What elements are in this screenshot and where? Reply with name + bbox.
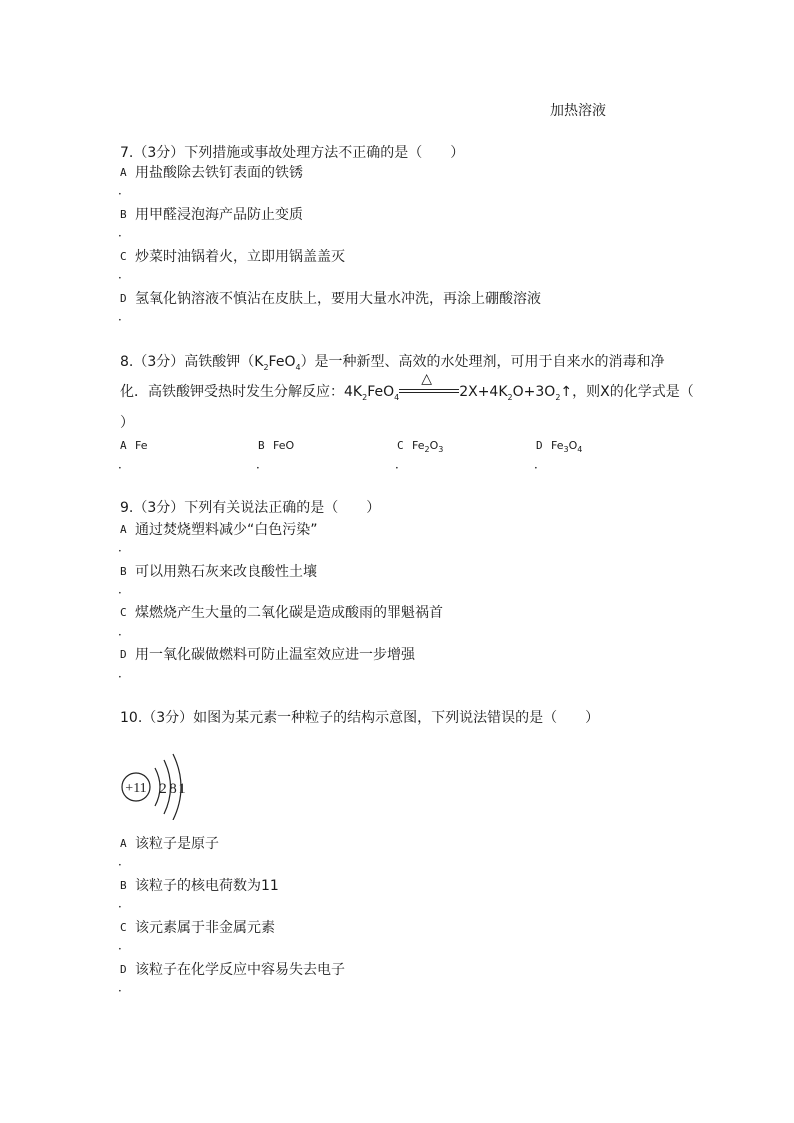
text: ↑，则X的化学式是（ [560, 384, 694, 400]
text: 2X+4K [459, 384, 508, 400]
question-8-line-1 [120, 351, 665, 372]
equals-line [399, 389, 459, 390]
option-letter: D [120, 292, 127, 305]
subscript: 2 [424, 445, 430, 455]
option-letter: C [397, 439, 404, 452]
shell-electron-count: 1 [178, 781, 186, 797]
option-text: 该粒子在化学反应中容易失去电子 [135, 962, 345, 978]
option-dot: ． [534, 457, 547, 471]
option-letter: B [258, 439, 265, 452]
reaction-arrow [399, 371, 459, 397]
subscript: 2 [555, 392, 561, 402]
option-letter: B [120, 879, 127, 892]
text: 8.（3分）高铁酸钾（K [120, 354, 264, 370]
option-text: 用甲醛浸泡海产品防止变质 [135, 207, 303, 223]
option-text: 用一氧化碳做燃料可防止温室效应进一步增强 [135, 647, 415, 663]
subscript: 4 [394, 392, 400, 402]
option-letter: A [120, 837, 127, 850]
option-text: 通过焚烧塑料减少“白色污染” [135, 522, 318, 538]
option-dot: ． [118, 938, 131, 952]
option-text: 该粒子的核电荷数为11 [135, 878, 279, 894]
text: O [429, 439, 439, 452]
option-text [412, 439, 443, 454]
option-text: 用盐酸除去铁钉表面的铁锈 [135, 165, 303, 181]
option-dot: ． [118, 457, 131, 471]
option-dot: ． [118, 540, 131, 554]
top-fragment-text: 加热溶液 [550, 103, 606, 119]
subscript: 4 [577, 445, 583, 455]
option-dot: ． [118, 309, 131, 323]
option-dot: ． [118, 980, 131, 994]
option-text: 可以用熟石灰来改良酸性土壤 [135, 564, 317, 580]
option-dot: ． [118, 854, 131, 868]
question-10-stem: 10.（3分）如图为某元素一种粒子的结构示意图，下列说法错误的是（ ） [120, 710, 600, 726]
option-dot: ． [118, 666, 131, 680]
option-dot: ． [118, 624, 131, 638]
nucleus-charge: +11 [125, 781, 147, 796]
option-dot: ． [118, 225, 131, 239]
text: FeO [268, 354, 296, 370]
question-7-stem: 7.（3分）下列措施或事故处理方法不正确的是（ ） [120, 145, 465, 161]
question-8-line-2 [120, 371, 694, 402]
question-9-stem: 9.（3分）下列有关说法正确的是（ ） [120, 500, 381, 516]
option-text: Fe [135, 439, 148, 452]
option-letter: D [536, 439, 543, 452]
subscript: 2 [507, 392, 513, 402]
option-text: 氢氧化钠溶液不慎沾在皮肤上，要用大量水冲洗，再涂上硼酸溶液 [135, 291, 541, 307]
shell-electron-count: 8 [169, 781, 177, 797]
option-letter: C [120, 250, 127, 263]
subscript: 3 [438, 445, 444, 455]
subscript: 4 [295, 362, 301, 372]
option-dot: ． [256, 457, 269, 471]
shell-electron-count: 2 [159, 781, 167, 797]
option-text: 煤燃烧产生大量的二氧化碳是造成酸雨的罪魁祸首 [135, 605, 443, 621]
option-letter: D [120, 963, 127, 976]
text: Fe [551, 439, 564, 452]
option-dot: ． [118, 183, 131, 197]
subscript: 2 [263, 362, 269, 372]
option-dot: ． [118, 582, 131, 596]
text: ）是一种新型、高效的水处理剂，可用于自来水的消毒和净 [300, 354, 665, 370]
equals-line [399, 392, 459, 393]
option-letter: A [120, 439, 127, 452]
option-letter: A [120, 166, 127, 179]
text: 化．高铁酸钾受热时发生分解反应：4K [120, 384, 363, 400]
option-letter: B [120, 208, 127, 221]
atomic-structure-diagram [115, 748, 195, 820]
option-text: 该粒子是原子 [135, 836, 219, 852]
option-dot: ． [118, 896, 131, 910]
subscript: 3 [563, 445, 569, 455]
option-text: 炒菜时油锅着火，立即用锅盖盖灭 [135, 249, 345, 265]
option-text: 该元素属于非金属元素 [135, 920, 275, 936]
text: O [568, 439, 578, 452]
option-dot: ． [118, 267, 131, 281]
option-letter: C [120, 606, 127, 619]
text: O+3O [512, 384, 556, 400]
option-letter: C [120, 921, 127, 934]
text: Fe [412, 439, 425, 452]
option-letter: B [120, 565, 127, 578]
option-text [551, 439, 582, 454]
question-8-line-3: ） [120, 415, 134, 431]
text: FeO [367, 384, 395, 400]
option-dot: ． [395, 457, 408, 471]
heat-symbol: △ [421, 371, 432, 387]
option-letter: A [120, 523, 127, 536]
option-text: FeO [273, 439, 295, 452]
option-letter: D [120, 648, 127, 661]
subscript: 2 [362, 392, 368, 402]
